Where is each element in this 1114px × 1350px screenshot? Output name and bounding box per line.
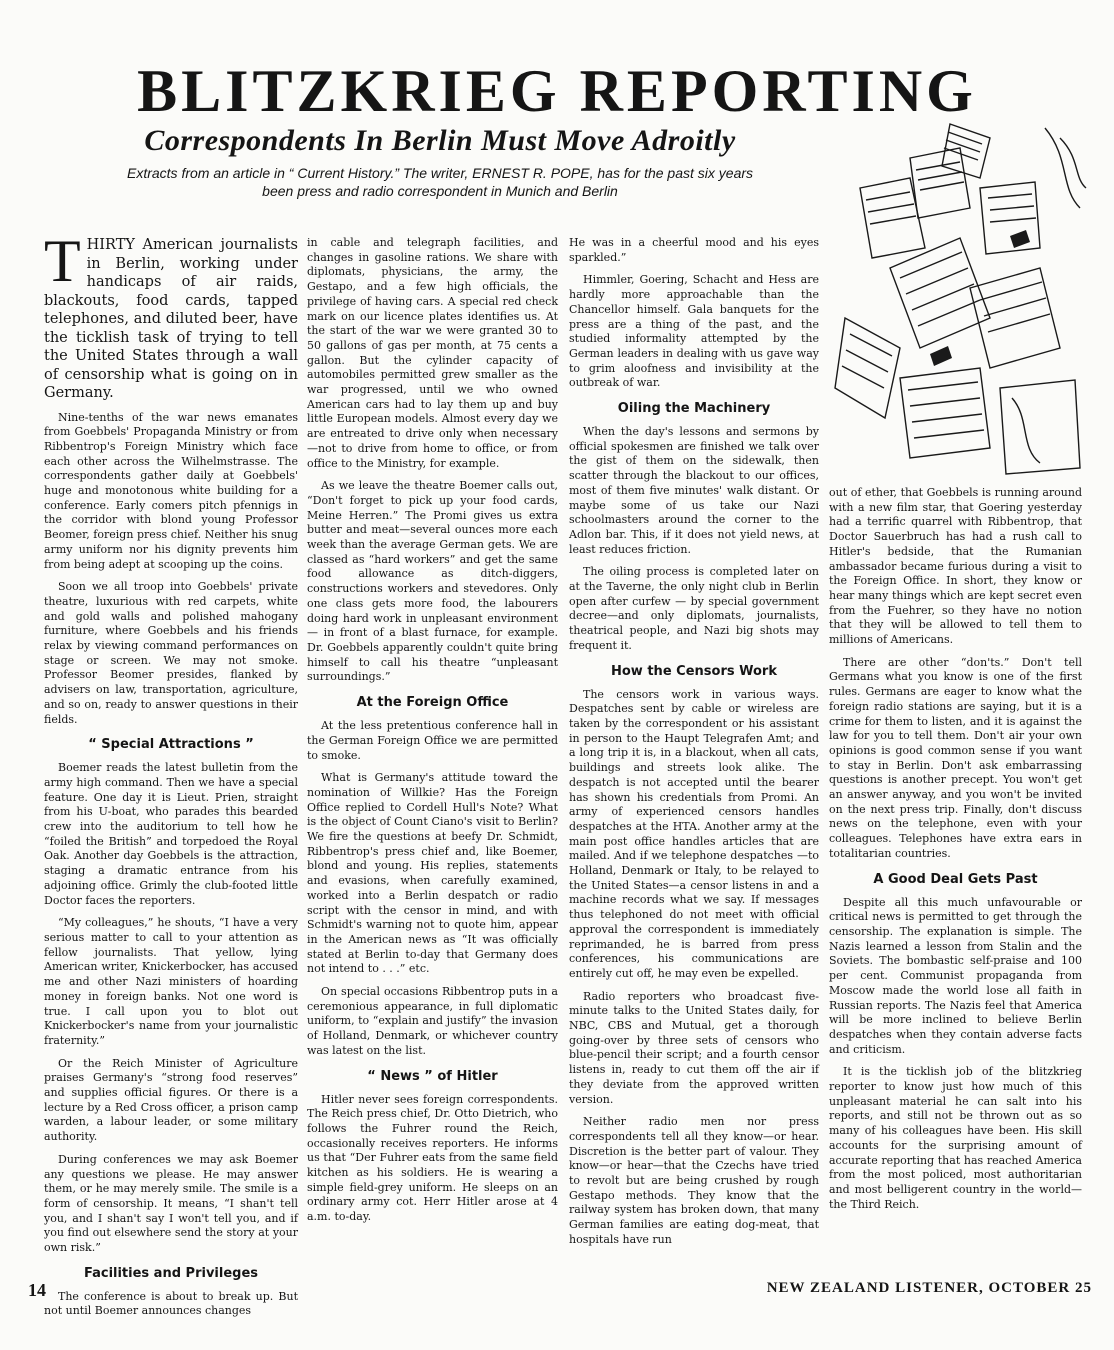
paragraph: Despite all this much unfavourable or critical news is permitted to get through the censorship. The explanation is simple. The Nazis learned a lesson from Stalin and the Soviets. The bombastic self-praise and 100 per cent. Communist propaganda from Moscow made the world lose all faith in Russian reports. The Nazis feel that America will be more inclined to believe Berlin despatches when they contain adverse facts and criticism. — [829, 895, 1082, 1056]
paragraph: Himmler, Goering, Schacht and Hess are hardly more approachable than the Chancellor himself. Gala banquets for the press are a thing of the past, and the studied informality attempted by the German leaders in dealing with us gave way to grim aloofness and invisibility at the outbreak of war. — [569, 273, 819, 390]
paragraph: out of ether, that Goebbels is running around with a new film star, that Goering yesterday had a terrific quarrel with Ribbentrop, that Doctor Sauerbruch has had a rush call to Hitler's bedside, that the Rumanian ambassador became furious during a visit to the Foreign Office. In short, they know or hear many things which are kept secret even from the Fuehrer, so they have no notion that they will be allowed to tell them to millions of Americans. — [829, 486, 1082, 647]
section-heading: “ Special Attractions ” — [88, 737, 254, 753]
paragraph: “My colleagues,” he shouts, “I have a very serious matter to call to your attention as fellow journalists. That yellow, lying American writer, Knickerbocker, has accused me and other Nazi ministers of hoarding money in foreign banks. Not one word is true. I call upon you to blot out Knickerbocker's name from your journalistic fraternity.” — [44, 916, 298, 1047]
paragraph: Soon we all troop into Goebbels' private theatre, luxurious with red carpets, white and gold walls and polished mahogany furniture, where Goebbels and his friends relax by viewing command performances on stage or screen. We may not smoke. Professor Beomer presides, flanked by advisers on law, transportation, agriculture, and so on, ready to answer questions in their fields. — [44, 580, 298, 726]
column-4 — [829, 486, 1082, 1220]
section-heading: How the Censors Work — [611, 663, 777, 679]
paragraph: The oiling process is completed later on at the Taverne, the only night club in Berlin open after curfew — by special government decree—and only diplomats, journalists, theatrical people, and Nazi big shots may frequent it. — [569, 565, 819, 652]
section-heading: A Good Deal Gets Past — [873, 871, 1038, 887]
paragraph: As we leave the theatre Boemer calls out, “Don't forget to pick up your food cards, Meine Herren.” The Promi gives us extra butter and meat—several ounces more each week than the average German gets. We are classed as “hard workers” and get the same food allowance as ditch-diggers, constructions workers and stevedores. Only one class gets more food, the labourers doing hard work in unpleasant environment — in front of a blast furnace, for example. Dr. Goebbels apparently couldn't quite bring himself to call his theatre “unpleasant surroundings.” — [307, 479, 558, 684]
lead-paragraph — [44, 228, 298, 403]
column-3 — [569, 236, 819, 1256]
subheadline: Correspondents In Berlin Must Move Adroitly — [144, 124, 736, 157]
page-number: 14 — [28, 1280, 46, 1300]
paragraph: There are other “don'ts.” Don't tell Germans what you know is one of the first rules. Germans are eager to know what the foreign radio stations are saying, but it is a crime for them to listen, and it is against the law for you to tell them. Don't air your own opinions is good common sense if you want to stay in Berlin. Don't ask embarrassing questions is another precept. You won't get an answer anyway, and you won't be invited on the next press trip. Finally, don't discuss news on the telephone, even with your colleagues. Telephones have extra ears in totalitarian countries. — [829, 655, 1082, 860]
paragraph: The conference is about to break up. But not until Boemer announces changes — [44, 1289, 298, 1318]
paragraph: During conferences we may ask Boemer any questions we please. He may answer them, or he may merely smile. The smile is a form of censorship. It means, “I shan't tell you, and I shan't say I won't tell you, and if you find out elsewhere send the story at your own risk.” — [44, 1152, 298, 1255]
paragraph: Radio reporters who broadcast five-minute talks to the United States daily, for NBC, CBS and Mutual, get a thorough going-over by three sets of censors who blue-pencil their script; and a fourth censor listens in, ready to cut them off the air if they deviate from the approved written version. — [569, 989, 819, 1106]
intro-blurb: Extracts from an article in “ Current History.” The writer, ERNEST R. POPE, has for the past six years been press and radio correspondent in Munich and Berlin — [126, 165, 754, 199]
headline: BLITZKRIEG REPORTING — [137, 58, 977, 124]
paragraph: The censors work in various ways. Despatches sent by cable or wireless are taken by the correspondent or his assistant in person to the Haupt Telegrafen Amt; and a long trip it is, in a blackout, when all cats, buildings and streets look alike. The despatch is not accepted until the bearer has shown his credentials from Promi. An army of experienced censors handles despatches at the HTA. Another army at the main post office handles articles that are mailed. And if we telephone despatches —to Holland, Denmark or Italy, to be relayed to the United States—a censor listens in and a machine records what we say. If messages thus telephoned do not meet with official approval the correspondent is immediately reprimanded, he is barred from press conferences, his communications are entirely cut off, he may even be expelled. — [569, 687, 819, 980]
paragraph: On special occasions Ribbentrop puts in a ceremonious appearance, in full diplomatic uniform, to “explain and justify” the invasion of Holland, Denmark, or whichever country was latest on the list. — [307, 985, 558, 1057]
paragraph: in cable and telegraph facilities, and changes in gasoline rations. We share with diplomats, physicians, the army, the Gestapo, and a few high officials, the privilege of having cars. A special red check mark on our licence plates identifies us. At the start of the war we were granted 30 to 50 gallons of gas per month, at 75 cents a gallon. But the cylinder capacity of automobiles permitted grew smaller as the war progressed, until we who owned American cars had to lay them up and buy little European models. Almost every day we are entreated to drive only when necessary—not to drive from home to office, or from office to the Ministry, for example. — [307, 236, 558, 470]
paragraph: Nine-tenths of the war news emanates from Goebbels' Propaganda Ministry or from Ribbentrop's Foreign Ministry which face each other across the Wilhelmstrasse. The correspondents gather daily at Goebbels' huge and monotonous white building for a conference. Early comers pitch pfennigs in the corridor with blond young Professor Beomer, foreign press chief. Neither his snug army uniform nor his dignity prevents him from being adept at scooping up the coins. — [44, 410, 298, 571]
paragraph: It is the ticklish job of the blitzkrieg reporter to know just how much of this unpleasant material he can salt into his reports, and still not be thrown out as so many of his colleagues have been. His skill accounts for the surprising amount of accurate reporting that has reached America from the most policed, most authoritarian and most belligerent country in the world—the Third Reich. — [829, 1065, 1082, 1211]
paragraph: Or the Reich Minister of Agriculture praises Germany's “strong food reserves” and supplies official figures. Or there is a lecture by a Red Cross officer, a prison camp warden, a labour leader, or some military authority. — [44, 1056, 298, 1144]
paragraph: Neither radio men nor press correspondents tell all they know—or hear. Discretion is the better part of valour. They know—or hear—that the Czechs have tried to revolt but are being crushed by rough Gestapo methods. They know that the railway system has broken down, that many German families are eating dog-meat, that hospitals have run — [569, 1115, 819, 1246]
column-2 — [307, 236, 558, 1233]
paragraph: When the day's lessons and sermons by official spokesmen are finished we talk over the gist of them on the sidewalk, then scatter through the blackout to our offices, most of them five minutes' walk distant. Or maybe some of us take our Nazi schoolmasters around the corner to the Adlon bar. This, if it does not yield news, at least reduces friction. — [569, 425, 819, 556]
paragraph: What is Germany's attitude toward the nomination of Willkie? Has the Foreign Office replied to Cordell Hull's Note? What is the object of Count Ciano's visit to Berlin? We fire the questions at beefy Dr. Schmidt, Ribbentrop's press chief and, like Boemer, blond and young. His replies, statements and evasions, when carefully examined, worked into a Berlin despatch or radio script with the censor in mind, and with Schmidt's warning not to quote him, appear in the American news as “It was officially stated at Berlin to-day that Germany does not intend to . . .” etc. — [307, 771, 558, 976]
paragraph: Hitler never sees foreign correspondents. The Reich press chief, Dr. Otto Dietrich, who follows the Fuhrer round the Reich, occasionally receives reporters. He informs us that “Der Fuhrer eats from the same field kitchen as his soldiers. He is wearing a simple field-grey uniform. He sleeps on an ordinary army cot. Herr Hitler arose at 4 a.m. to-day. — [307, 1092, 558, 1224]
publication-footer: NEW ZEALAND LISTENER, OCTOBER 25 — [766, 1280, 1092, 1296]
newspapers-illustration — [830, 118, 1088, 480]
paragraph: Boemer reads the latest bulletin from the army high command. Then we have a special feature. One day it is Lieut. Prien, straight from his U-boat, who parades this bearded crew into the auditorium to tell how he “foiled the British” and torpedoed the Royal Oak. Another day Goebbels is the attraction, staging a dramatic entrance from his adjoining office. Grimly the club-footed little Doctor faces the reporters. — [44, 761, 298, 907]
column-1 — [44, 228, 298, 1327]
paragraph: He was in a cheerful mood and his eyes sparkled.” — [569, 236, 819, 264]
paragraph: At the less pretentious conference hall in the German Foreign Office we are permitted to smoke. — [307, 719, 558, 762]
section-heading: Facilities and Privileges — [83, 1265, 259, 1281]
section-heading: “ News ” of Hitler — [367, 1068, 498, 1084]
section-heading: At the Foreign Office — [356, 695, 509, 711]
drop-cap: T — [44, 228, 81, 294]
section-heading: Oiling the Machinery — [617, 401, 771, 417]
lead-text: HIRTY American journalists in Berlin, working under handicaps of air raids, blackouts, food cards, tapped telephones, and diluted beer, have the ticklish task of trying to tell the United States through a wall of censorship what is going on in Germany. — [44, 237, 298, 401]
